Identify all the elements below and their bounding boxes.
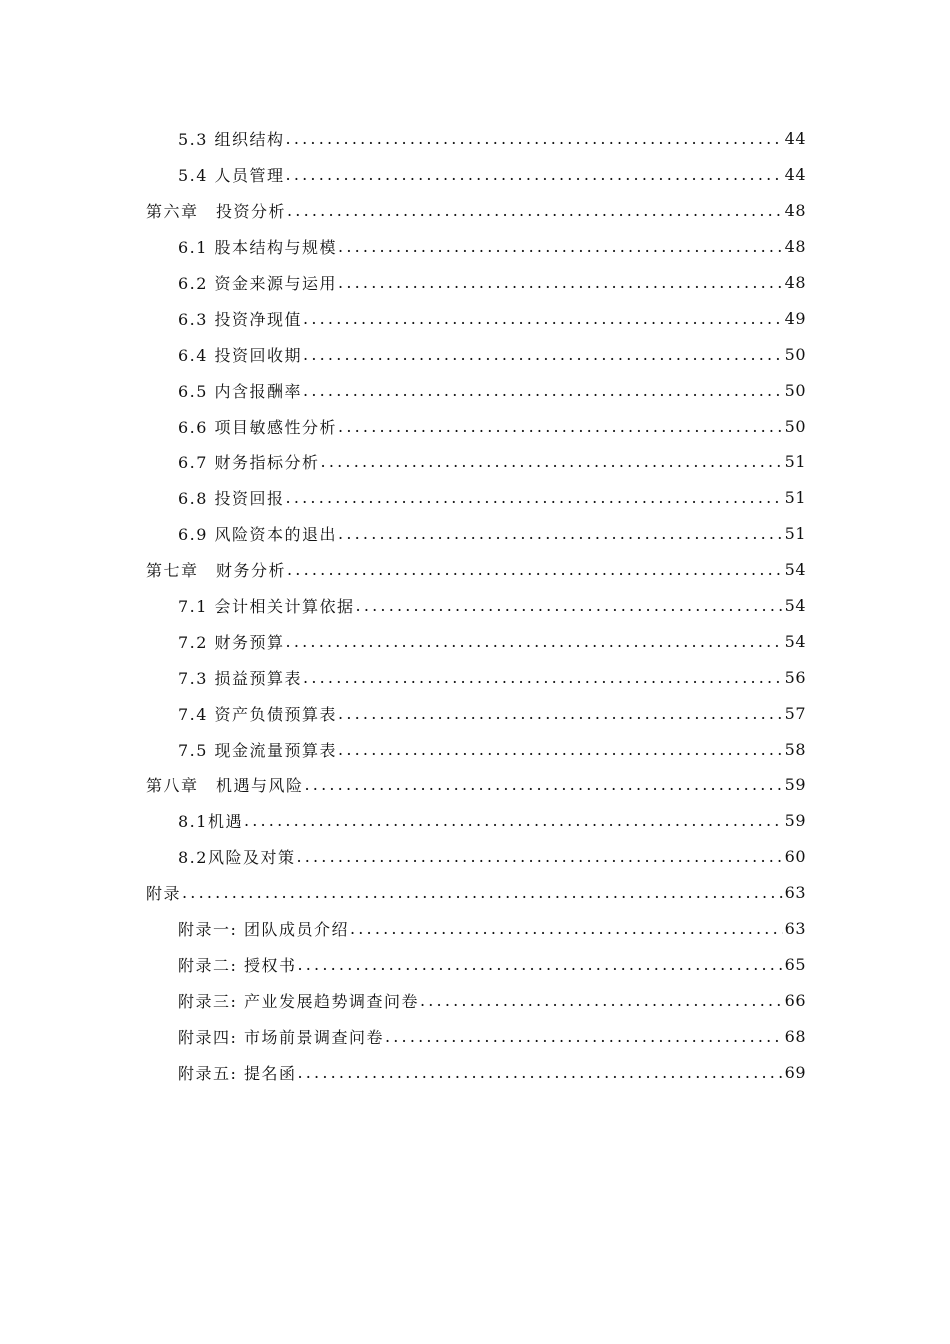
toc-dot-leader: [338, 524, 783, 543]
toc-entry-page: 58: [784, 739, 806, 759]
toc-section-entry[interactable]: [0, 659, 950, 695]
toc-entry-title: 6.1 股本结构与规模: [178, 238, 338, 258]
toc-entry-title: 7.4 资产负债预算表: [178, 704, 338, 724]
toc-entry-title: 6.9 风险资本的退出: [178, 525, 338, 545]
toc-chapter-entry[interactable]: [0, 193, 950, 229]
toc-section-entry[interactable]: [0, 157, 950, 193]
toc-entry-page: 54: [784, 560, 806, 580]
toc-entry-title: 8.1机遇: [178, 812, 243, 832]
toc-chapter-entry[interactable]: [0, 767, 950, 803]
toc-entry-page: 48: [784, 201, 806, 221]
toc-entry-page: 49: [784, 308, 806, 328]
toc-entry-page: 59: [784, 811, 806, 831]
toc-entry-page: 51: [784, 488, 806, 508]
toc-dot-leader: [338, 740, 783, 759]
toc-chapter-entry[interactable]: [0, 552, 950, 588]
toc-entry-page: 51: [784, 452, 806, 472]
toc-entry-page: 66: [784, 990, 806, 1010]
toc-section-entry[interactable]: [0, 982, 950, 1018]
toc-entry-title: 7.2 财务预算: [178, 632, 285, 652]
toc-section-entry[interactable]: [0, 121, 950, 157]
toc-entry-title: 7.3 损益预算表: [178, 668, 303, 688]
toc-entry-page: 44: [784, 165, 806, 185]
toc-dot-leader: [182, 883, 783, 902]
toc-dot-leader: [338, 237, 783, 256]
toc-dot-leader: [420, 991, 783, 1010]
toc-entry-title: 6.4 投资回收期: [178, 345, 303, 365]
toc-entry-title: 5.3 组织结构: [178, 130, 285, 150]
toc-entry-page: 48: [784, 237, 806, 257]
toc-section-entry[interactable]: [0, 265, 950, 301]
toc-section-entry[interactable]: [0, 588, 950, 624]
toc-entry-title: 6.2 资金来源与运用: [178, 274, 338, 293]
toc-dot-leader: [303, 345, 783, 364]
toc-dot-leader: [303, 309, 783, 328]
toc-entry-page: 59: [784, 775, 806, 795]
toc-dot-leader: [356, 596, 783, 615]
toc-dot-leader: [350, 919, 783, 938]
toc-entry-title: 附录二: 授权书: [178, 955, 297, 975]
toc-entry-page: 68: [784, 1026, 806, 1046]
toc-section-entry[interactable]: [0, 516, 950, 552]
toc-section-entry[interactable]: [0, 803, 950, 839]
toc-dot-leader: [303, 668, 783, 687]
toc-entry-title: 6.8 投资回报: [178, 489, 285, 509]
toc-dot-leader: [338, 273, 783, 292]
toc-entry-title: 附录: [146, 884, 182, 904]
toc-entry-page: 63: [784, 919, 806, 939]
toc-entry-page: 56: [784, 667, 806, 687]
toc-dot-leader: [244, 811, 783, 830]
toc-entry-page: 48: [784, 273, 806, 292]
toc-dot-leader: [338, 704, 783, 723]
toc-section-entry[interactable]: [0, 408, 950, 444]
toc-entry-title: 附录一: 团队成员介绍: [178, 920, 349, 940]
toc-entry-title: 6.6 项目敏感性分析: [178, 417, 338, 437]
toc-entry-page: 65: [784, 954, 806, 974]
toc-section-entry[interactable]: [0, 695, 950, 731]
toc-dot-leader: [338, 417, 783, 436]
toc-entry-page: 63: [784, 883, 806, 903]
toc-section-entry[interactable]: [0, 946, 950, 982]
toc-section-entry[interactable]: [0, 1054, 950, 1090]
toc-section-entry[interactable]: [0, 372, 950, 408]
table-of-contents: [0, 121, 950, 1090]
toc-dot-leader: [321, 452, 783, 471]
toc-entry-title: 附录四: 市场前景调查问卷: [178, 1027, 384, 1047]
toc-section-entry[interactable]: [0, 480, 950, 516]
toc-entry-page: 60: [784, 847, 806, 867]
toc-entry-title: 6.3 投资净现值: [178, 309, 303, 329]
toc-dot-leader: [297, 955, 782, 974]
toc-dot-leader: [296, 847, 782, 866]
toc-dot-leader: [286, 632, 783, 651]
toc-section-entry[interactable]: [0, 336, 950, 372]
toc-dot-leader: [287, 201, 783, 220]
toc-entry-page: 54: [784, 631, 806, 651]
toc-section-entry[interactable]: [0, 1018, 950, 1054]
toc-entry-title: 8.2风险及对策: [178, 848, 296, 868]
toc-entry-page: 69: [784, 1062, 806, 1082]
toc-entry-title: 7.5 现金流量预算表: [178, 740, 338, 760]
toc-dot-leader: [303, 381, 783, 400]
toc-dot-leader: [286, 488, 783, 507]
toc-entry-title: 6.5 内含报酬率: [178, 381, 303, 401]
toc-chapter-entry[interactable]: [0, 875, 950, 911]
toc-section-entry[interactable]: [0, 911, 950, 947]
toc-entry-page: 50: [784, 344, 806, 364]
toc-entry-title: 7.1 会计相关计算依据: [178, 597, 355, 617]
toc-dot-leader: [287, 560, 783, 579]
toc-entry-page: 57: [784, 703, 806, 723]
toc-entry-page: 50: [784, 380, 806, 400]
toc-dot-leader: [286, 165, 783, 184]
toc-section-entry[interactable]: [0, 839, 950, 875]
toc-entry-title: 6.7 财务指标分析: [178, 453, 320, 473]
toc-section-entry[interactable]: [0, 444, 950, 480]
toc-section-entry[interactable]: [0, 229, 950, 265]
toc-entry-title: 第七章 财务分析: [146, 561, 287, 581]
toc-section-entry[interactable]: [0, 731, 950, 767]
toc-dot-leader: [385, 1027, 783, 1046]
toc-dot-leader: [305, 775, 783, 794]
toc-section-entry[interactable]: [0, 300, 950, 336]
toc-dot-leader: [286, 129, 783, 148]
toc-entry-title: 第八章 机遇与风险: [146, 776, 304, 796]
toc-entry-page: 51: [784, 524, 806, 544]
toc-entry-title: 附录五: 提名函: [178, 1063, 297, 1083]
toc-dot-leader: [297, 1063, 782, 1082]
toc-entry-page: 44: [784, 129, 806, 149]
toc-entry-page: 50: [784, 416, 806, 436]
toc-entry-title: 附录三: 产业发展趋势调查问卷: [178, 991, 419, 1011]
toc-entry-title: 第六章 投资分析: [146, 202, 287, 222]
toc-entry-title: 5.4 人员管理: [178, 166, 285, 186]
toc-section-entry[interactable]: [0, 623, 950, 659]
toc-entry-page: 54: [784, 596, 806, 616]
